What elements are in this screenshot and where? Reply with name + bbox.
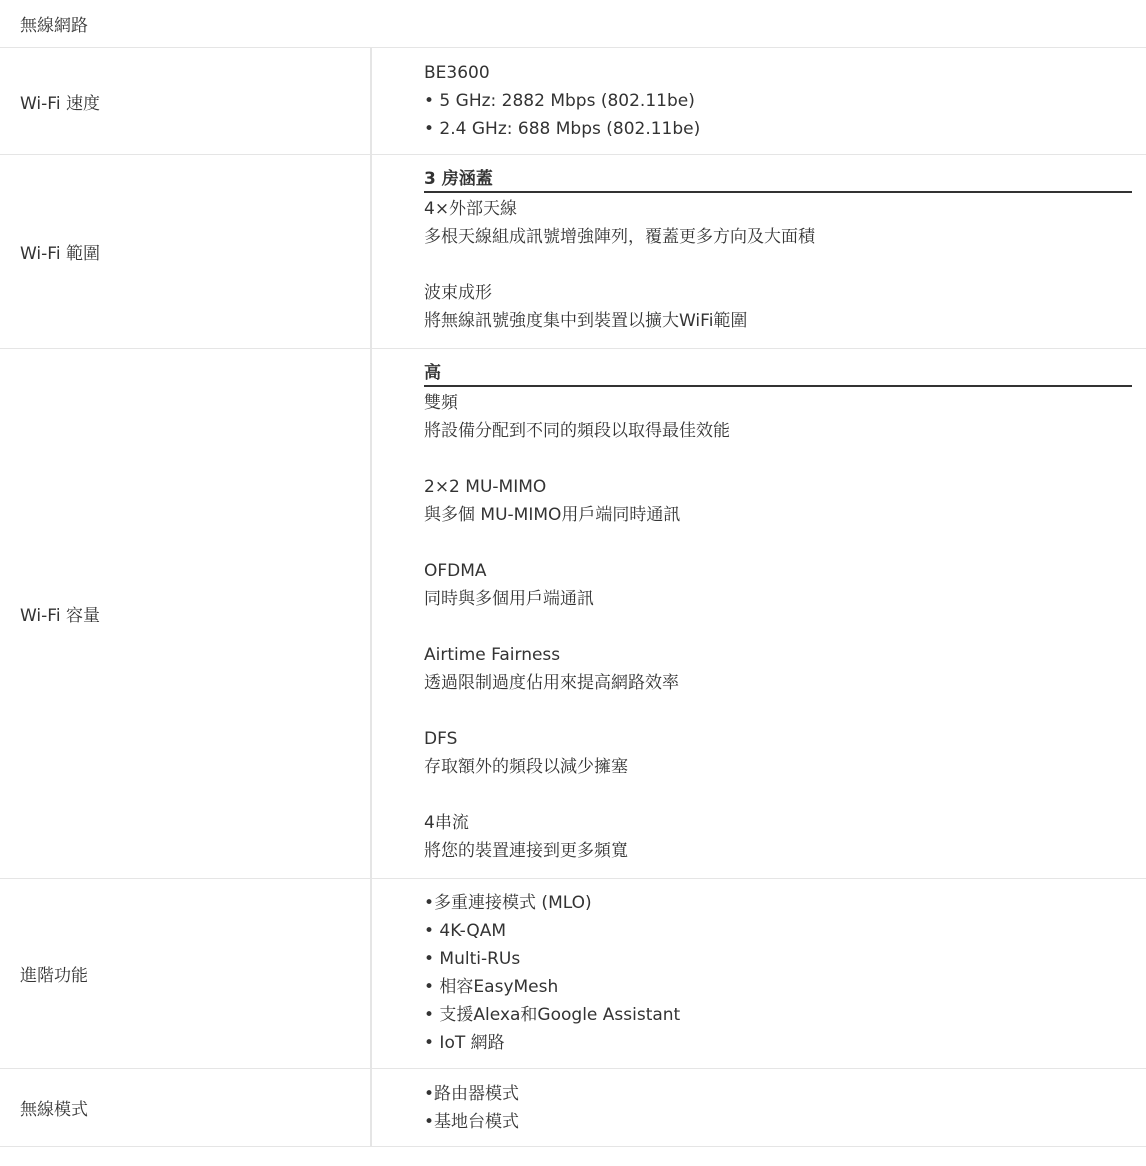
value-line: 4×外部天線 [424, 199, 518, 219]
value-line: OFDMA [424, 561, 487, 581]
value-line: 與多個 MU-MIMO用戶端同時通訊 [424, 505, 681, 525]
value-spacer [424, 445, 1132, 473]
value-spacer [424, 613, 1132, 641]
value-line: • 相容EasyMesh [424, 977, 559, 997]
value-line: 4串流 [424, 813, 469, 833]
value-line: 將設備分配到不同的頻段以取得最佳效能 [424, 421, 730, 441]
spec-row-wireless-mode [0, 1069, 1146, 1147]
row-label: Wi-Fi 範圍 [0, 155, 372, 348]
spec-row-advanced-features [0, 879, 1146, 1069]
value-spacer [424, 697, 1132, 725]
row-value [372, 349, 1146, 878]
row-label: Wi-Fi 速度 [0, 48, 372, 154]
row-value [372, 48, 1146, 154]
value-line: 透過限制過度佔用來提高網路效率 [424, 673, 679, 693]
value-line: Airtime Fairness [424, 645, 561, 665]
value-line: • Multi-RUs [424, 949, 521, 969]
value-line: 同時與多個用戶端通訊 [424, 589, 594, 609]
row-value [372, 1069, 1146, 1146]
spec-row-wifi-range [0, 155, 1146, 349]
row-label: 進階功能 [0, 879, 372, 1068]
value-line: •基地台模式 [424, 1112, 520, 1132]
value-line: • 支援Alexa和Google Assistant [424, 1005, 681, 1025]
row-value [372, 879, 1146, 1068]
row-value [372, 155, 1146, 348]
value-line: 將您的裝置連接到更多頻寬 [424, 841, 628, 861]
value-line: 雙頻 [424, 393, 458, 413]
value-line: DFS [424, 729, 458, 749]
value-heading: 高 [424, 361, 1132, 387]
value-line: • 2.4 GHz: 688 Mbps (802.11be) [424, 119, 701, 139]
value-line: •多重連接模式 (MLO) [424, 893, 592, 913]
value-line: • IoT 網路 [424, 1033, 505, 1053]
section-title: 無線網路 [0, 0, 1146, 48]
row-label: Wi-Fi 容量 [0, 349, 372, 878]
spec-row-wifi-speed [0, 48, 1146, 155]
value-spacer [424, 781, 1132, 809]
value-line: 2×2 MU-MIMO [424, 477, 547, 497]
row-label: 無線模式 [0, 1069, 372, 1146]
value-line: • 5 GHz: 2882 Mbps (802.11be) [424, 91, 695, 111]
value-line: •路由器模式 [424, 1084, 520, 1104]
value-line: 多根天線組成訊號增強陣列，覆蓋更多方向及大面積 [424, 227, 815, 247]
spec-row-wifi-capacity [0, 349, 1146, 879]
value-line: • 4K-QAM [424, 921, 507, 941]
value-spacer [424, 251, 1132, 279]
value-line: BE3600 [424, 63, 490, 83]
value-heading: 3 房涵蓋 [424, 167, 1132, 193]
value-spacer [424, 529, 1132, 557]
value-line: 將無線訊號強度集中到裝置以擴大WiFi範圍 [424, 311, 748, 331]
value-line: 存取額外的頻段以減少擁塞 [424, 757, 628, 777]
value-line: 波束成形 [424, 283, 492, 303]
